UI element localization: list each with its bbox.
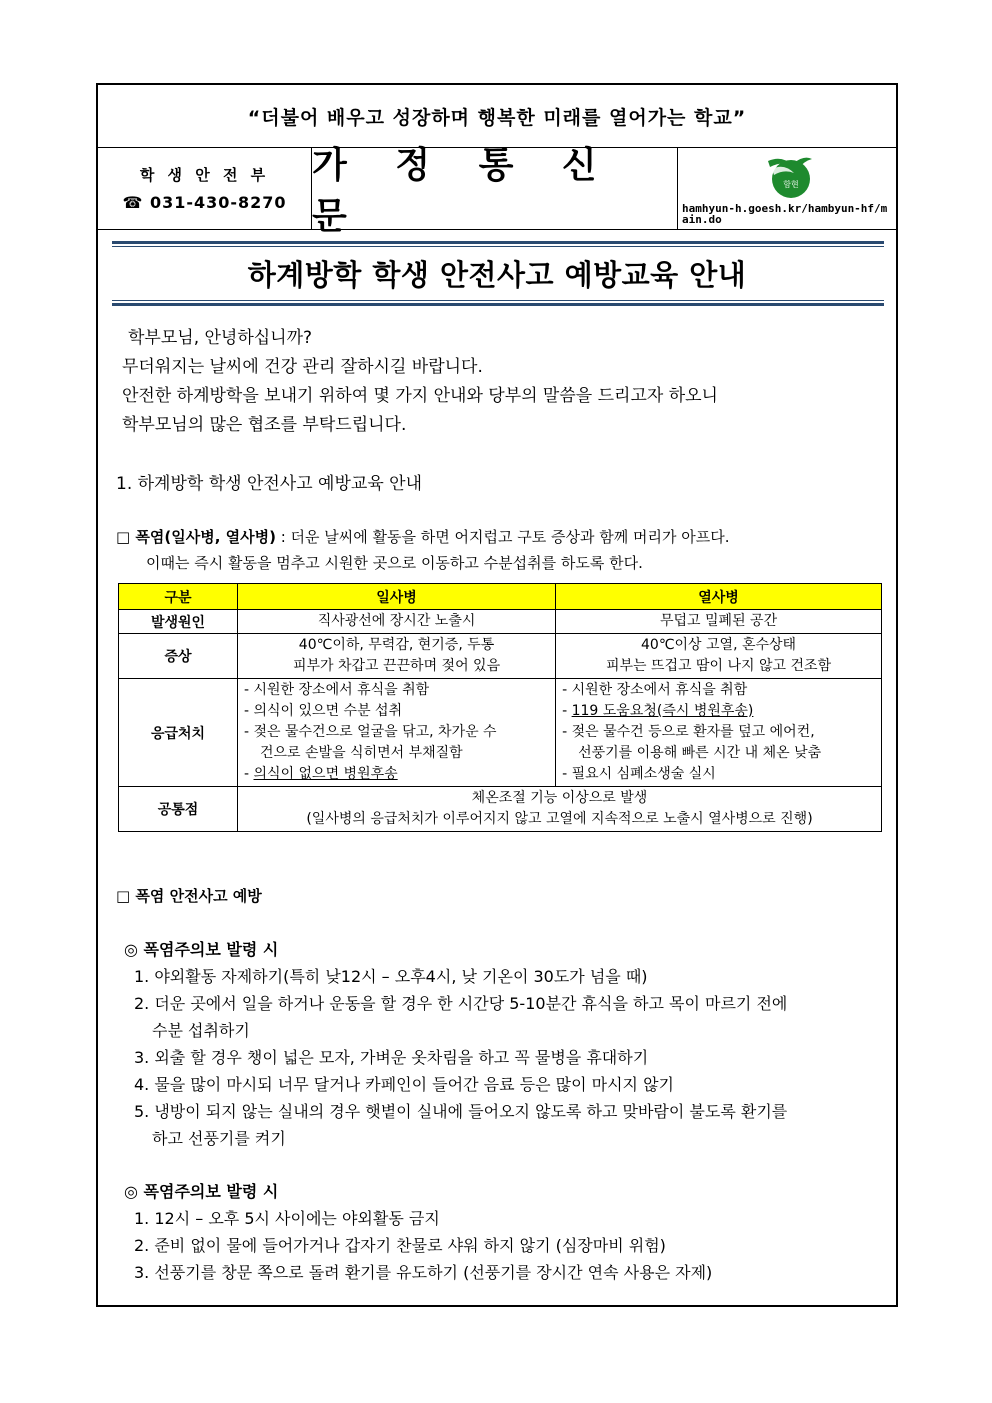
list-item: 수분 섭취하기 — [152, 1021, 250, 1040]
list-item: 2. 더운 곳에서 일을 하거나 운동을 할 경우 한 시간당 5-10분간 휴식을 하고 목이 마르기 전에 — [134, 994, 788, 1013]
prevention-heading: □ 폭염 안전사고 예방 — [116, 887, 262, 905]
advisory-heading: ◎ 폭염주의보 발령 시 — [124, 940, 279, 959]
title-rule-top-thin — [112, 246, 884, 247]
cell-line: 40℃이하, 무력감, 현기증, 두통 — [298, 637, 495, 653]
title-rule-bottom-thin — [112, 300, 884, 301]
list-item: 하고 선풍기를 켜기 — [152, 1129, 286, 1148]
school-logo-icon — [764, 151, 814, 201]
page-title: 하계방학 학생 안전사고 예방교육 안내 — [247, 258, 747, 292]
greeting-line: 안전한 하계방학을 보내기 위하여 몇 가지 안내와 당부의 말씀을 드리고자 하오니 — [122, 386, 718, 406]
table-cell — [556, 634, 882, 679]
row-label: 공통점 — [119, 787, 238, 832]
department-name: 학 생 안 전 부 — [139, 166, 270, 184]
table-row — [119, 610, 882, 634]
heat-illness-table — [118, 583, 882, 832]
greeting-line: 학부모님, 안녕하십니까? — [128, 328, 313, 348]
school-url[interactable]: hamhyun-h.goesh.kr/hambyun-hf/main.do — [682, 202, 888, 226]
school-motto: “더불어 배우고 성장하며 행복한 미래를 열어가는 학교” — [98, 85, 896, 148]
cell-line: - 시원한 장소에서 휴식을 취함 — [244, 682, 430, 698]
school-logo-cell — [678, 147, 896, 229]
list-item: 1. 야외활동 자제하기(특히 낮12시 – 오후4시, 낮 기온이 30도가 넘을 때) — [134, 967, 648, 986]
table-cell — [238, 787, 882, 832]
table-cell — [238, 634, 556, 679]
list-item: 5. 냉방이 되지 않는 실내의 경우 햇볕이 실내에 들어오지 않도록 하고 맞바람이 불도록 환기를 — [134, 1102, 788, 1121]
cell-line: 피부는 뜨겁고 땀이 나지 않고 건조함 — [605, 658, 832, 674]
list-item: 3. 외출 할 경우 챙이 넓은 모자, 가벼운 옷차림을 하고 꼭 물병을 휴대하기 — [134, 1048, 649, 1067]
newsletter-frame — [96, 83, 898, 1307]
row-label: 발생원인 — [119, 610, 238, 634]
warning-heading: ◎ 폭염주의보 발령 시 — [124, 1182, 279, 1201]
phone-line — [122, 193, 286, 212]
table-row — [119, 679, 882, 787]
cell-line: - 필요시 심폐소생술 실시 — [562, 766, 716, 782]
table-header-row — [119, 584, 882, 610]
col-heatstroke: 열사병 — [556, 584, 882, 610]
heat-illness-line — [116, 526, 729, 547]
phone-icon: ☎ — [122, 193, 144, 212]
cell-line: - 의식이 없으면 병원후송 — [244, 766, 398, 782]
phone-number: 031-430-8270 — [149, 193, 287, 212]
cell-line: 40℃이상 고열, 혼수상태 — [641, 637, 797, 653]
table-row — [119, 787, 882, 832]
row-label: 응급처치 — [119, 679, 238, 787]
cell-line: 건으로 손발을 식히면서 부채질함 — [260, 745, 463, 761]
cell-line: 체온조절 기능 이상으로 발생 — [471, 790, 648, 806]
list-item: 3. 선풍기를 창문 쪽으로 돌려 환기를 유도하기 (선풍기를 장시간 연속 사용은 자제) — [134, 1263, 713, 1282]
cell-line: - 젖은 물수건으로 얼굴을 닦고, 차가운 수 — [244, 724, 497, 740]
list-item: 1. 12시 – 오후 5시 사이에는 야외활동 금지 — [134, 1209, 440, 1228]
letter-header — [98, 144, 896, 237]
department-cell — [98, 147, 312, 229]
logo-text: 함현 — [783, 180, 799, 189]
list-item: 4. 물을 많이 마시되 너무 달거나 카페인이 들어간 음료 등은 많이 마시지 않기 — [134, 1075, 674, 1094]
table-row — [119, 634, 882, 679]
col-sunstroke: 일사병 — [238, 584, 556, 610]
cell-line: (일사병의 응급처치가 이루어지지 않고 고열에 지속적으로 노출시 열사병으로 진행) — [306, 811, 813, 827]
greeting-line: 무더워지는 날씨에 건강 관리 잘하시길 바랍니다. — [122, 357, 483, 377]
cell-line: - 의식이 있으면 수분 섭취 — [244, 703, 403, 719]
table-cell — [238, 679, 556, 787]
underlined-text: 119 도움요청(즉시 병원후송) — [571, 703, 754, 719]
row-label: 증상 — [119, 634, 238, 679]
underlined-text: 의식이 없으면 병원후송 — [253, 766, 398, 782]
table-cell: 직사광선에 장시간 노출시 — [238, 610, 556, 634]
cell-line: 피부가 차갑고 끈끈하며 젖어 있음 — [292, 658, 501, 674]
table-cell — [556, 679, 882, 787]
section-1-heading: 1. 하계방학 학생 안전사고 예방교육 안내 — [116, 474, 422, 494]
doc-type-title: 가 정 통 신 문 — [312, 147, 678, 229]
cell-line: 선풍기를 이용해 빠른 시간 내 체온 낮춤 — [578, 745, 822, 761]
list-item: 2. 준비 없이 물에 들어가거나 갑자기 찬물로 샤워 하지 않기 (심장마비 위험) — [134, 1236, 666, 1255]
greeting-line: 학부모님의 많은 협조를 부탁드립니다. — [122, 415, 407, 435]
cell-line: - 젖은 물수건 등으로 환자를 덮고 에어컨, — [562, 724, 815, 740]
table-cell: 무덥고 밀폐된 공간 — [556, 610, 882, 634]
cell-line: - 시원한 장소에서 휴식을 취함 — [562, 682, 748, 698]
title-rule-bottom — [112, 303, 884, 306]
col-category: 구분 — [119, 584, 238, 610]
heat-illness-desc-2: 이때는 즉시 활동을 멈추고 시원한 곳으로 이동하고 수분섭취를 하도록 한다. — [146, 554, 643, 572]
heat-illness-desc: : 더운 날씨에 활동을 하면 어지럽고 구토 증상과 함께 머리가 아프다. — [275, 528, 730, 546]
heat-illness-heading: □ 폭염(일사병, 열사병) — [116, 528, 276, 546]
title-rule-top — [112, 241, 884, 244]
cell-line: - 119 도움요청(즉시 병원후송) — [562, 703, 754, 719]
